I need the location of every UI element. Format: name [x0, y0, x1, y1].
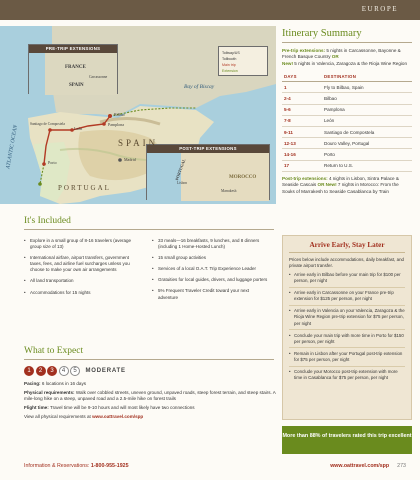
pamplona-label: Pamplona [108, 122, 124, 127]
destination-cell: Bilbao [322, 93, 412, 104]
destination-cell: Douro Valley, Portugal [322, 138, 412, 149]
header-band [0, 0, 420, 20]
madrid-label: Madrid [124, 157, 136, 162]
day-cell: 2-4 [282, 93, 322, 104]
arrive-early-list [289, 272, 405, 384]
pre-trip-inset [28, 44, 118, 94]
inset-spain-label: SPAIN [69, 83, 84, 88]
destination-cell: Porto [322, 149, 412, 160]
portugal-label: PORTUGAL [58, 184, 111, 192]
flight-text: Travel time will be 9-10 hours and will most likely have two connections [48, 405, 195, 411]
bilbao-label: Bilbao [114, 112, 125, 117]
pre-trip-text: 5 nights in Carcassonne, Bayonne & French Basque Country [282, 48, 401, 60]
list-item: • Arrive early in Bilbao before your main trip for $100 per person, per night [289, 272, 405, 288]
table-row [282, 115, 412, 126]
destination-cell: León [322, 115, 412, 126]
expect-title: What to Expect [24, 346, 274, 360]
inset-carcassonne-label: Carcassonne [89, 75, 108, 79]
footer-contact [24, 463, 129, 469]
inset-france-label: FRANCE [65, 65, 86, 70]
day-cell: 5-6 [282, 104, 322, 115]
footer-right [330, 463, 406, 469]
post-trip-text-2: 7 nights in Morocco: From the Souks of Marrakesh to Seaside Casablanca by Train [282, 182, 399, 194]
arrive-early-lead: Prices below include accommodations, daily breakfast, and private airport transfer. [289, 257, 404, 268]
destination-cell: Return to U.S. [322, 160, 412, 171]
footer-phone[interactable]: 1-800-955-1925 [90, 463, 129, 469]
leon-label: León [74, 126, 83, 131]
itinerary-table [282, 72, 412, 172]
inset-marrakesh-label: Marrakesh [221, 189, 237, 193]
list-item: • Conclude your Morocco post-trip extension with more time in Casablanca for $75 per person, per night [289, 369, 405, 384]
flight-line [24, 405, 276, 411]
physical-line [24, 390, 276, 403]
table-row [282, 138, 412, 149]
spain-label: SPAIN [118, 138, 159, 148]
day-cell: 17 [282, 160, 322, 171]
day-cell: 7-8 [282, 115, 322, 126]
atlantic-ocean-label: ATLANTIC OCEAN [5, 124, 19, 170]
route-map [0, 26, 276, 204]
pacing-text: 6 locations in 16 days [40, 381, 87, 386]
list-item: • Remain in Lisbon after your Portugal post-trip extension for $75 per person, per night [289, 351, 405, 367]
physical-text: Walk over cobbled streets, uneven ground, unpaved roads, steep forest terrain, and steep stairs. A mile-long hike on a steep, unpaved road and a 2.5-mile hike on forest trails [24, 389, 276, 402]
post-trip-label: Post-trip extensions: [282, 175, 328, 181]
list-item: • 33 meals—16 breakfasts, 9 lunches, and 8 dinners (including 1 Home-Hosted Lunch) [152, 238, 270, 250]
day-cell: 14-16 [282, 149, 322, 160]
post-trip-inset [146, 144, 270, 200]
physical-label: Physical requirements: [24, 389, 75, 395]
legend-item: Extension [222, 69, 238, 73]
table-row [282, 104, 412, 115]
day-cell: 1 [282, 82, 322, 93]
pre-trip-label: Pre-trip extensions: [282, 48, 326, 53]
table-row [282, 93, 412, 104]
itinerary-summary [282, 28, 412, 195]
new-extension-text: 5 nights in Valencia, Zaragoza & the Rioja Wine Region [292, 60, 408, 66]
post-trip-inset-title: POST-TRIP EXTENSIONS [147, 145, 269, 153]
bay-of-biscay-label: Bay of Biscay [184, 84, 215, 90]
list-item: • Gratuities for local guides, drivers, and luggage porters [152, 277, 270, 283]
list-item: • Conclude your main trip with more time in Porto for $150 per person, per night [289, 333, 405, 349]
pre-trip-extensions-text [282, 48, 412, 67]
view-text: View all physical requirements at [24, 414, 93, 420]
porto-label: Porto [48, 160, 57, 165]
list-item: • Explore in a small group of 8-16 travelers (average group size of 13) [24, 238, 142, 250]
legend-item: Main trip [222, 63, 236, 67]
itinerary-title: Itinerary Summary [282, 28, 412, 43]
or-label: OR [331, 54, 339, 60]
pace-rating [24, 366, 126, 376]
included-title: It's Included [24, 216, 274, 230]
day-cell: 12-13 [282, 138, 322, 149]
list-item: • 5% Frequent Traveler Credit toward your next adventure [152, 288, 270, 300]
arrive-early-box [282, 235, 412, 420]
list-item: • 15 small group activities [152, 255, 270, 261]
destination-cell: Fly to Bilbao, Spain [322, 82, 412, 93]
destination-header: DESTINATION [322, 72, 412, 82]
santiago-label: Santiago de Compostela [30, 122, 65, 126]
included-list-left [24, 238, 142, 301]
day-cell: 9-11 [282, 126, 322, 137]
post-trip-extensions-text [282, 176, 412, 195]
legend-item: Tollbooth [222, 57, 237, 61]
list-item: • International airfare, airport transfers, government taxes, fees, and airline fuel surcharges unless you choose to make your own air arrangements [24, 255, 142, 273]
table-header-row [282, 72, 412, 82]
table-row [282, 160, 412, 171]
destination-cell: Santiago de Compostela [322, 126, 412, 137]
list-item: • All land transportation [24, 278, 142, 284]
table-row [282, 82, 412, 93]
footer-label: Information & Reservations: [24, 463, 91, 469]
page-number: 273 [397, 463, 406, 469]
traveler-rating-banner: More than 88% of travelers rated this trip excellent [282, 426, 412, 454]
list-item: • Arrive early in Valencia on your Valencia, Zaragoza & the Rioja Wine Region pre-trip extension for $75 per person, per night [289, 308, 405, 330]
list-item: • Services of a local O.A.T. Trip Experience Leader [152, 266, 270, 272]
days-header: DAYS [282, 72, 322, 82]
pacing-line [24, 381, 276, 387]
arrive-early-title: Arrive Early, Stay Later [289, 241, 405, 253]
table-row [282, 149, 412, 160]
expect-details [24, 381, 276, 423]
requirements-link[interactable]: www.oattravel.com/spp [92, 414, 144, 420]
destination-cell: Pamplona [322, 104, 412, 115]
pace-dot: 5 [70, 366, 80, 376]
post-trip-text: 4 nights in Lisbon, Sintra Palace & Seaside Cascais [282, 175, 399, 188]
table-row [282, 126, 412, 137]
region-label: EUROPE [361, 5, 398, 13]
inset-morocco-label: MOROCCO [229, 175, 257, 180]
inset-lisbon-label: Lisbon [177, 181, 187, 185]
inset-portugal-label: PORTUGAL [174, 158, 187, 181]
pace-dot: 4 [59, 366, 69, 376]
pace-dot: 2 [36, 366, 46, 376]
pacing-label: Pacing: [24, 381, 41, 386]
legend-item: Tollway/US [222, 51, 240, 55]
new-label: New! [282, 60, 293, 66]
map-legend [218, 46, 268, 76]
or-label: OR [317, 182, 325, 188]
pace-level: MODERATE [85, 368, 126, 374]
pace-dot: 1 [24, 366, 34, 376]
view-line [24, 414, 276, 420]
new-label: New! [325, 182, 337, 188]
pre-trip-inset-title: PRE-TRIP EXTENSIONS [29, 45, 117, 53]
pace-dot: 3 [47, 366, 57, 376]
included-list-right [152, 238, 270, 306]
footer-url[interactable]: www.oattravel.com/spp [330, 463, 390, 469]
flight-label: Flight time: [24, 405, 49, 411]
list-item: • Arrive early in Carcassonne on your France pre-trip extension for $125 per person, per night [289, 290, 405, 306]
list-item: • Accommodations for 15 nights [24, 290, 142, 296]
